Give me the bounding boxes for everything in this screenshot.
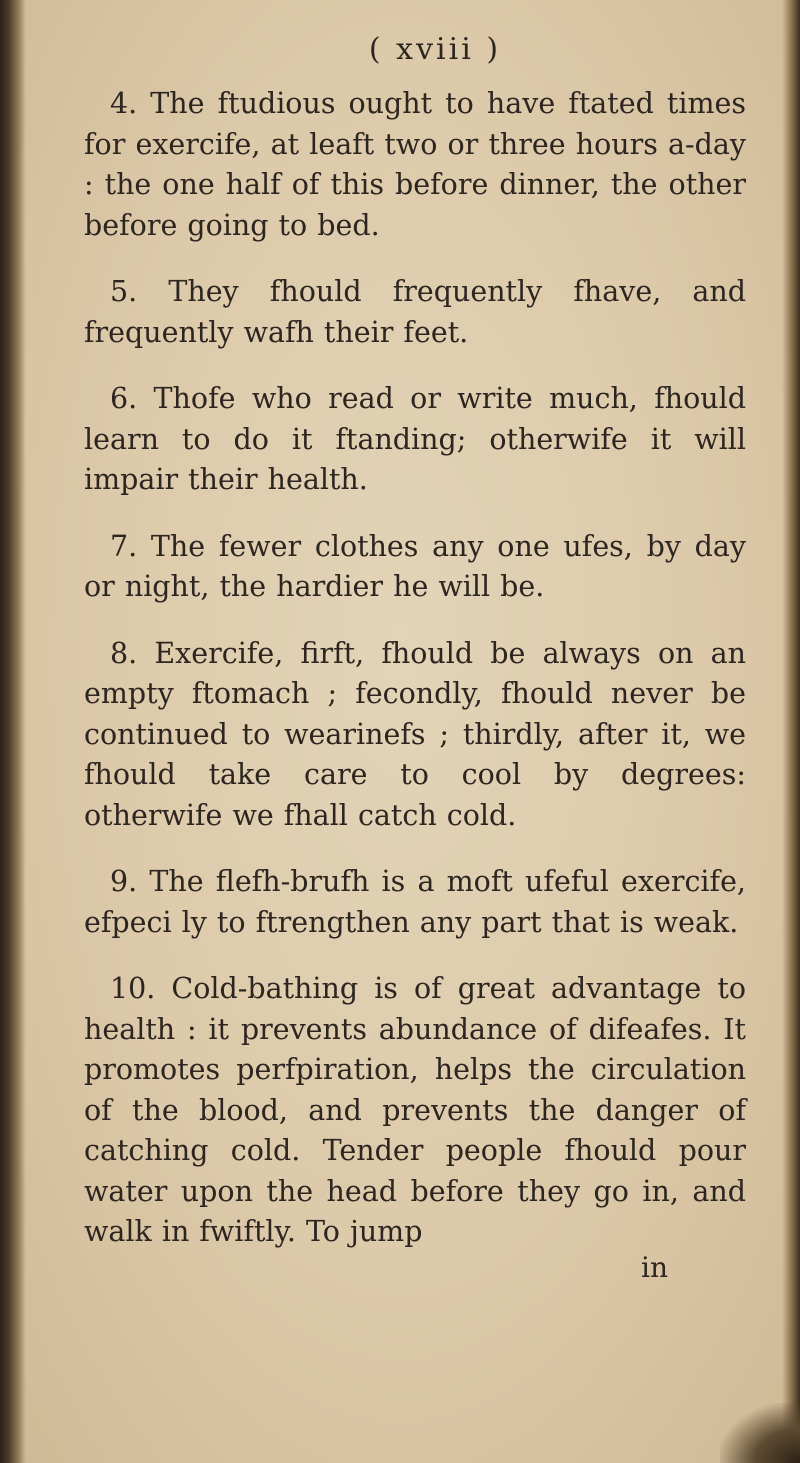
paragraph-4: 4. The ftudious ought to have ftated times for exercife, at leaft two or three hours a-day : the one half of this before dinner, the other before going to bed. — [84, 87, 746, 242]
catchword: in — [641, 1250, 668, 1284]
page-gutter-shadow — [0, 0, 26, 1463]
paragraph-8: 8. Exercife, firft, fhould be always on an empty ftomach ; fecondly, fhould never be continued to wearinefs ; thirdly, after it, we fhould take care to cool by degrees: otherwife we fhall catch cold. — [84, 636, 746, 832]
page-text — [84, 30, 746, 1285]
paragraph-5: 5. They fhould frequently fhave, and frequently wafh their feet. — [84, 275, 746, 349]
page-number-header: ( xviii ) — [368, 32, 502, 67]
paragraph-9: 9. The flefh-brufh is a moft ufeful exercife, efpeci ly to ftrengthen any part that is weak. — [84, 865, 746, 939]
paragraph-7: 7. The fewer clothes any one ufes, by day or night, the hardier he will be. — [84, 529, 746, 603]
page-corner-shadow — [720, 1403, 800, 1463]
page-edge-shadow — [782, 0, 800, 1463]
paragraph-10: 10. Cold-bathing is of great advantage to health : it prevents abundance of difeafes. It promotes perfpiration, helps the circulation of the blood, and prevents the danger of catching cold. Tender people fhould pour water upon the head before they go in, and walk in fwiftly. To jump — [84, 972, 746, 1248]
paragraph-6: 6. Thofe who read or write much, fhould learn to do it ftanding; otherwife it will impair their health. — [84, 382, 746, 496]
